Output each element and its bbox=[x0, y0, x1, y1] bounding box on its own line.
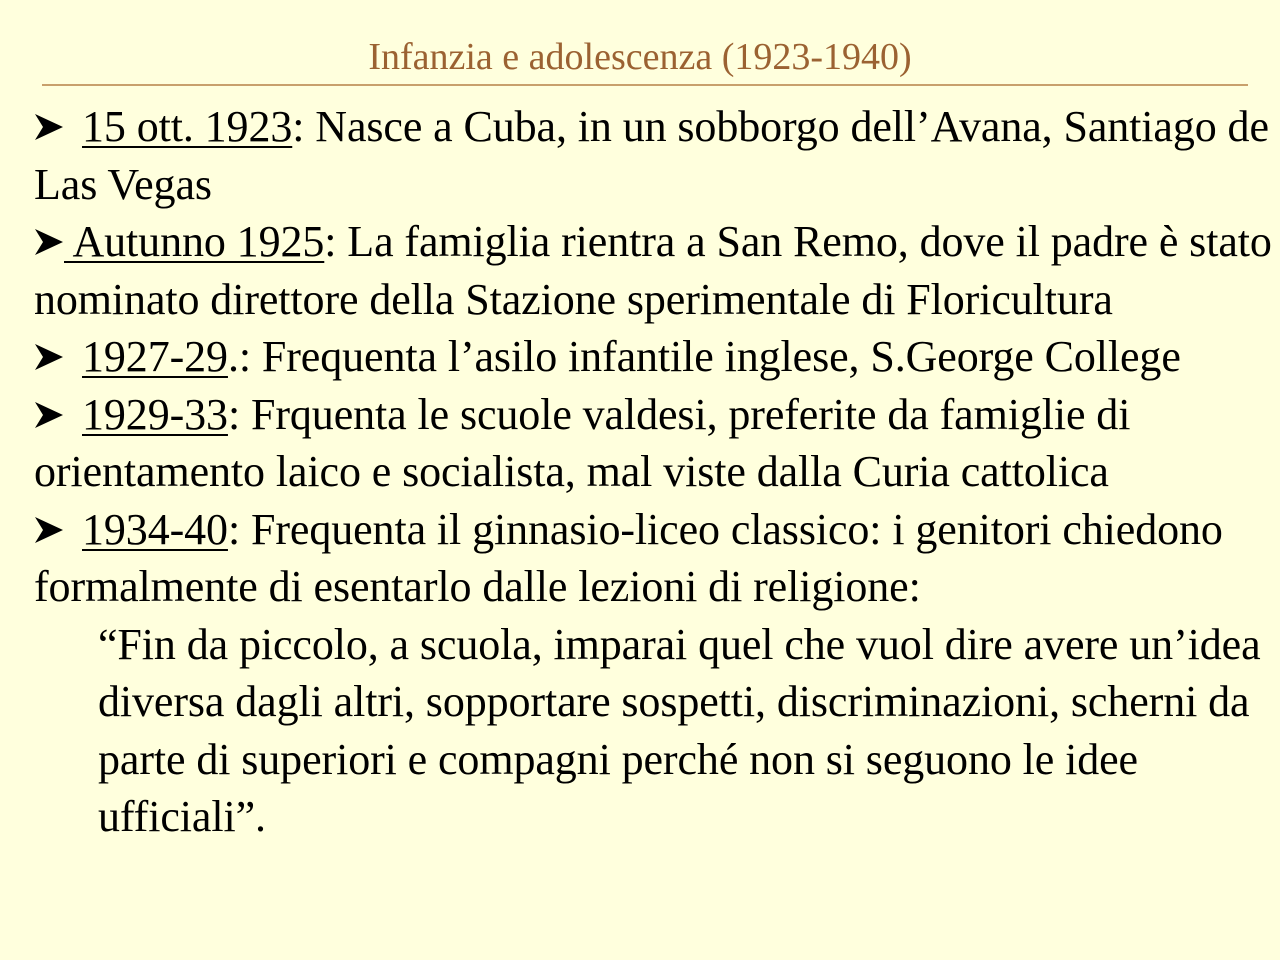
timeline-item-1929 bbox=[34, 386, 1274, 501]
timeline-date: 1929-33 bbox=[82, 389, 228, 439]
timeline-text: : Frequenta il ginnasio-liceo classico: i genitori chiedono formalmente di esentarlo dalle lezioni di religione: bbox=[34, 504, 1223, 611]
timeline-item-1923 bbox=[34, 98, 1274, 213]
timeline-text: .: Frequenta l’asilo infantile inglese, S.George College bbox=[227, 332, 1181, 381]
timeline-item-1934 bbox=[34, 501, 1274, 616]
arrowhead-bullet-icon bbox=[34, 112, 64, 142]
timeline-date: 15 ott. 1923 bbox=[82, 102, 293, 151]
arrowhead-bullet-icon bbox=[34, 227, 64, 257]
timeline-item-1925 bbox=[34, 213, 1274, 328]
timeline-text: : Frquenta le scuole valdesi, preferite da famiglie di orientamento laico e socialista, mal viste dalla Curia cattolica bbox=[34, 389, 1131, 496]
quote: “Fin da piccolo, a scuola, imparai quel che vuol dire avere un’idea diversa dagli altri, sopportare sospetti, discriminazioni, scherni da parte di superiori e compagni perché non si seguono le idee ufficiali”. bbox=[98, 619, 1261, 841]
timeline-text: : Nasce a Cuba, in un sobborgo dell’Avana, Santiago de Las Vegas bbox=[34, 102, 1269, 209]
timeline-date: Autunno 1925 bbox=[64, 217, 325, 266]
title-divider bbox=[42, 84, 1248, 86]
timeline-date: 1934-40 bbox=[82, 504, 228, 554]
arrowhead-bullet-icon bbox=[34, 515, 64, 545]
arrowhead-bullet-icon bbox=[34, 400, 64, 430]
arrowhead-bullet-icon bbox=[34, 342, 64, 372]
slide-title: Infanzia e adolescenza (1923-1940) bbox=[368, 36, 912, 78]
timeline-item-1927 bbox=[34, 328, 1274, 386]
timeline-list bbox=[34, 98, 1274, 846]
timeline-date: 1927-29 bbox=[82, 332, 228, 381]
timeline-text: : La famiglia rientra a San Remo, dove il padre è stato nominato direttore della Stazione sperimentale di Floricultura bbox=[34, 217, 1272, 324]
